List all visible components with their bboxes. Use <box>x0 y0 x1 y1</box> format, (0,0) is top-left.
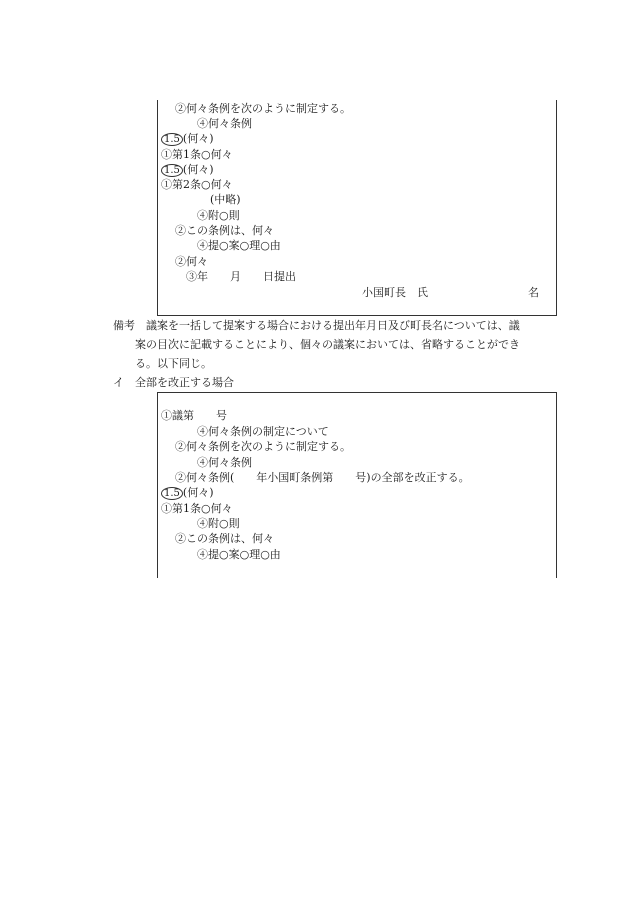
block1-line-6: ①第2条○何々 <box>161 178 233 191</box>
block1-line-3 <box>161 131 214 146</box>
block1-line-5 <box>161 162 214 177</box>
remark-line-2: 案の目次に記載することにより、個々の議案においては、省略することができ <box>135 338 520 351</box>
remark-line-1: 備考 議案を一括して提案する場合における提出年月日及び町長名については、議 <box>113 319 520 332</box>
block1-line-9: ②この条例は、何々 <box>175 224 274 237</box>
block2-line-10: ④提○案○理○由 <box>197 548 281 561</box>
remark-line-3: る。以下同じ。 <box>135 357 212 370</box>
block2-line-8: ④附○則 <box>197 517 240 530</box>
block1-line-2: ④何々条例 <box>197 117 252 130</box>
block1-line-12: ③年 月 日提出 <box>186 270 296 283</box>
block2-line-5: ②何々条例( 年小国町条例第 号)の全部を改正する。 <box>175 471 470 484</box>
block2-line-9: ②この条例は、何々 <box>175 532 274 545</box>
block2-line-6 <box>161 485 214 500</box>
indent-marker-circle: 1.5 <box>161 487 183 500</box>
block1-line-5-text: (何々) <box>182 163 214 176</box>
block1-line-4: ①第1条○何々 <box>161 148 233 161</box>
signer-name: 名 <box>528 286 539 299</box>
block2-line-3: ②何々条例を次のように制定する。 <box>175 440 351 453</box>
block2-line-2: ④何々条例の制定について <box>197 425 329 438</box>
block1-line-7: (中略) <box>210 193 241 206</box>
signer-label: 小国町長 氏 <box>362 286 428 299</box>
block1-line-1: ②何々条例を次のように制定する。 <box>175 102 351 115</box>
block1-line-11: ②何々 <box>175 255 208 268</box>
block1-line-10: ④提○案○理○由 <box>197 239 281 252</box>
section-heading: イ 全部を改正する場合 <box>113 376 234 389</box>
indent-marker-circle: 1.5 <box>161 164 183 177</box>
indent-marker-circle: 1.5 <box>161 133 183 146</box>
block2-line-6-text: (何々) <box>182 486 214 499</box>
block1-line-3-text: (何々) <box>182 132 214 145</box>
block2-line-1: ①議第 号 <box>161 409 227 422</box>
block2-line-7: ①第1条○何々 <box>161 502 233 515</box>
block2-line-4: ④何々条例 <box>197 456 252 469</box>
block1-line-8: ④附○則 <box>197 209 240 222</box>
